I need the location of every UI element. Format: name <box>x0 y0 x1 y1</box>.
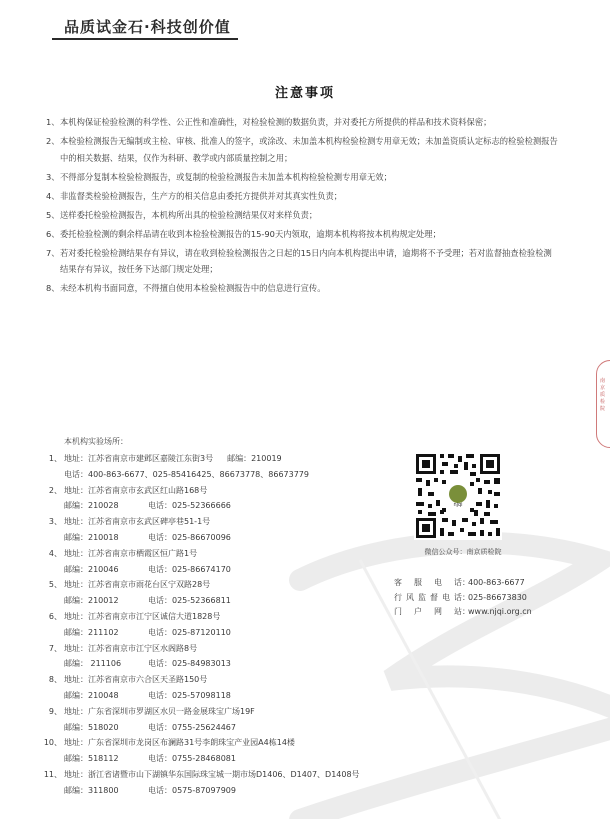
supervision-phone-value: 025-86673830 <box>468 592 527 602</box>
page-header <box>0 0 610 46</box>
notice-item-text: 委托检验检测的剩余样品请在收到本检验检测报告的15-90天内领取，逾期本机构将按本机构规定处理； <box>60 228 441 239</box>
lab-address: 地址：江苏省南京市建邺区嘉陵江东街3号 <box>64 454 214 463</box>
side-tab-text: 南京质检院 <box>600 378 606 412</box>
notice-item-text: 不得部分复制本检验检测报告，或复制的检验检测报告未加盖本机构检验检测专用章无效； <box>60 171 392 182</box>
notice-item-text: 未经本机构书面同意，不得擅自使用本检验检测报告中的信息进行宣传。 <box>60 283 326 293</box>
notice-item-number: 4、 <box>46 190 60 201</box>
service-phone-label: 客服电话 <box>394 578 462 587</box>
portal-label: 门户网站 <box>394 607 462 616</box>
lab-entry <box>40 767 400 799</box>
lab-phone: 电话：025-52366811 <box>148 596 231 606</box>
service-phone-value: 400-863-6677 <box>468 578 525 587</box>
lab-postcode: 邮编：518112 <box>64 754 119 764</box>
labs-list <box>40 451 400 799</box>
notice-item-number: 2、 <box>46 136 60 146</box>
lab-address: 地址：江苏省南京市玄武区碑亭巷51-1号 <box>64 517 211 527</box>
notice-item-number: 8、 <box>46 283 60 293</box>
lab-address: 地址：广东省深圳市龙岗区布澜路31号李朗珠宝产业园A4栋14楼 <box>64 738 295 748</box>
notice-item-text: 送样委托检验检测报告，本机构所出具的检验检测结果仅对来样负责； <box>60 209 318 220</box>
lab-entry <box>40 735 400 767</box>
lab-entry <box>40 672 400 704</box>
slogan: 品质试金石·科技创价值 <box>64 18 231 36</box>
contact-info: 客服电话 ： 400-863-6677 行风监督电话 ： 025-86673830 门户网站 ： www.njqi.org.cn <box>394 576 594 620</box>
lab-phone: 电话：0755-28468081 <box>148 754 236 764</box>
lab-postcode: 邮编：518020 <box>64 722 119 732</box>
lab-address: 地址：浙江省诸暨市山下湖镇华东国际珠宝城一期市场D1406、D1407、D1408号 <box>64 769 360 779</box>
notice-item-number: 3、 <box>46 171 60 182</box>
lab-index: 5、 <box>48 580 62 590</box>
notice-item-text: 若对委托检验检测结果存有异议，请在收到检验检测报告之日起的15日内向本机构提出申请，逾期将不予受理；若对监督抽查检验检测结果存有异议，按任务下达部门规定处理； <box>60 247 552 274</box>
lab-index: 1、 <box>48 454 62 463</box>
lab-phone: 电话：025-84983013 <box>148 659 231 669</box>
notice-list <box>40 114 560 299</box>
lab-postcode: 邮编：210028 <box>64 501 119 511</box>
notice-item-text: 本检验检测报告无编制或主检、审核、批准人的签字，或涂改、未加盖本机构检验检测专用章无效；未加盖资质认定标志的检验检测报告中的相关数据、结果，仅作为科研、教学或内部质量控制之用； <box>60 136 558 163</box>
notice-item <box>40 280 560 297</box>
portal-url[interactable]: www.njqi.org.cn <box>468 607 532 616</box>
lab-index: 2、 <box>48 485 62 495</box>
notice-title: 注意事项 <box>274 86 335 101</box>
notice-item-text: 非监督类检验检测报告，生产方的相关信息由委托方提供并对其真实性负责； <box>60 190 343 201</box>
lab-entry <box>40 514 400 546</box>
lab-address: 地址：江苏省南京市江宁区诚信大道1828号 <box>64 611 221 621</box>
lab-postcode: 邮编：210018 <box>64 532 119 542</box>
lab-postcode: 邮编： 211106 <box>64 659 122 669</box>
lab-phone: 电话：025-57098118 <box>148 690 231 700</box>
lab-index: 9、 <box>48 706 62 716</box>
lab-address: 地址：江苏省南京市玄武区红山路168号 <box>64 485 208 495</box>
labs-title: 本机构实验场所： <box>64 437 128 446</box>
lab-entry <box>40 451 400 483</box>
qr-logo-text: njqi <box>453 502 463 508</box>
lab-phone: 电话：025-86674170 <box>148 564 231 574</box>
lab-index: 10、 <box>43 738 62 748</box>
lab-postcode: 邮编：211102 <box>64 627 119 637</box>
lab-entry <box>40 641 400 673</box>
lab-phone: 电话：025-52366666 <box>148 501 231 511</box>
notice-item <box>40 245 560 278</box>
notice-item <box>40 133 560 166</box>
header-underline <box>52 38 238 40</box>
lab-index: 3、 <box>48 517 62 527</box>
lab-postcode: 邮编：210012 <box>64 596 119 606</box>
lab-index: 7、 <box>48 643 62 653</box>
notice-item-text: 本机构保证检验检测的科学性、公正性和准确性，对检验检测的数据负责，并对委托方所提供的样品和技术资料保密； <box>60 117 492 127</box>
lab-entry <box>40 704 400 736</box>
lab-entry <box>40 577 400 609</box>
supervision-phone-label: 行风监督电话 <box>394 592 462 602</box>
lab-address: 地址：江苏省南京市栖霞区恒广路1号 <box>64 548 198 558</box>
lab-postcode: 邮编：210048 <box>64 690 119 700</box>
qr-caption: 微信公众号：南京质检院 <box>424 548 502 556</box>
lab-phone: 电话：025-87120110 <box>148 627 231 637</box>
notice-item <box>40 226 560 243</box>
lab-address: 地址：江苏省南京市雨花台区宁双路28号 <box>64 580 211 590</box>
lab-index: 4、 <box>48 548 62 558</box>
wechat-qr-code <box>414 452 502 540</box>
lab-phone: 电话：400-863-6677、025-85416425、86673778、86673779 <box>64 469 309 479</box>
lab-index: 11、 <box>43 769 62 779</box>
notice-item <box>40 114 560 131</box>
notice-item-number: 5、 <box>46 209 60 220</box>
lab-entry <box>40 609 400 641</box>
lab-postcode: 邮编：210046 <box>64 564 119 574</box>
lab-address: 地址：广东省深圳市罗湖区水贝一路金展珠宝广场19F <box>64 706 255 716</box>
lab-index: 8、 <box>48 675 62 685</box>
lab-postcode: 邮编：311800 <box>64 785 119 795</box>
lab-phone: 电话：0575-87097909 <box>148 785 236 795</box>
lab-phone: 电话：025-86670096 <box>148 532 231 542</box>
notice-item-number: 1、 <box>46 117 60 127</box>
notice-item <box>40 207 560 224</box>
notice-item <box>40 169 560 186</box>
notice-item-number: 6、 <box>46 228 60 239</box>
lab-entry <box>40 546 400 578</box>
lab-address: 地址：江苏省南京市江宁区水阁路8号 <box>64 643 198 653</box>
lab-phone: 电话：0755-25624467 <box>148 722 236 732</box>
lab-postcode: 邮编：210019 <box>227 454 282 463</box>
lab-entry <box>40 483 400 515</box>
notice-item-number: 7、 <box>46 247 60 258</box>
lab-address: 地址：江苏省南京市六合区天圣路150号 <box>64 675 208 685</box>
notice-item <box>40 188 560 205</box>
lab-index: 6、 <box>48 611 62 621</box>
